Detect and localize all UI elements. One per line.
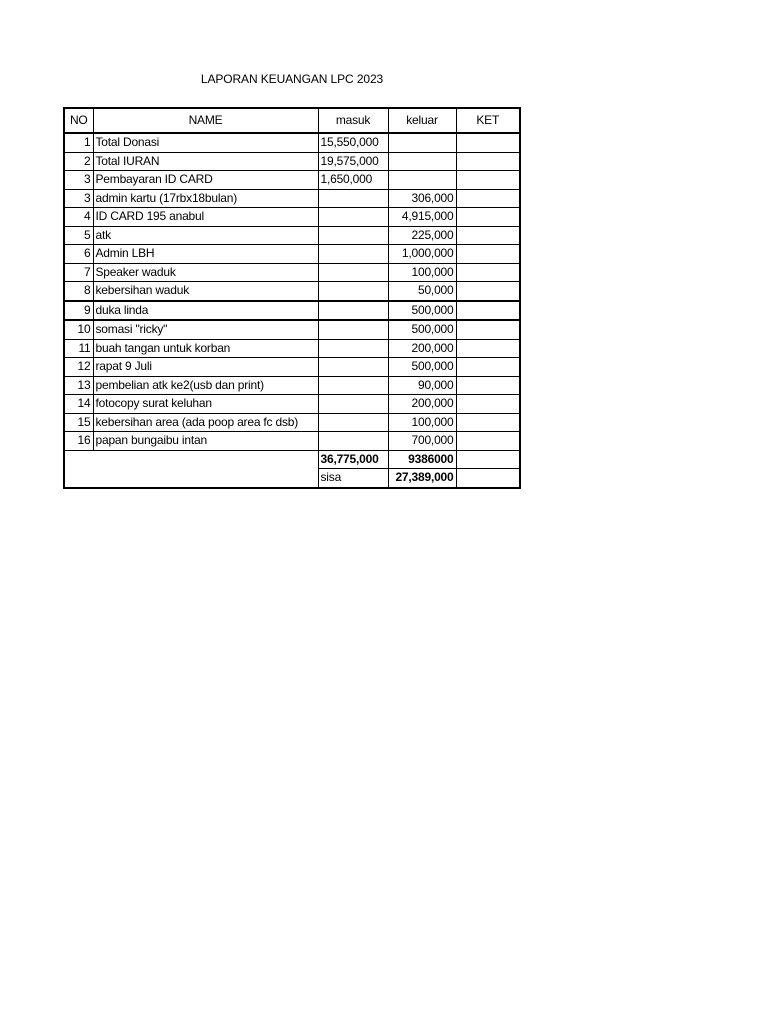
row-keluar-cell: 100,000 [388, 413, 456, 432]
row-ket-cell [456, 432, 520, 451]
header-name: NAME [93, 108, 318, 133]
row-keluar-cell [388, 133, 456, 152]
row-masuk-cell [318, 226, 388, 245]
row-no-cell: 8 [64, 282, 93, 301]
row-keluar-cell: 200,000 [388, 339, 456, 358]
table-row [64, 133, 520, 152]
row-no-cell: 1 [64, 133, 93, 152]
row-name-cell: Speaker waduk [93, 263, 318, 282]
row-name-cell: Total IURAN [93, 152, 318, 171]
table-row [64, 358, 520, 377]
totals-blank-cell [64, 450, 318, 488]
row-masuk-cell [318, 413, 388, 432]
row-keluar-cell: 225,000 [388, 226, 456, 245]
table-row [64, 245, 520, 264]
table-row [64, 376, 520, 395]
row-name-cell: Admin LBH [93, 245, 318, 264]
row-name-cell: duka linda [93, 301, 318, 321]
row-ket-cell [456, 376, 520, 395]
finance-table [63, 107, 521, 489]
row-no-cell: 5 [64, 226, 93, 245]
table-row [64, 432, 520, 451]
row-name-cell: rapat 9 Juli [93, 358, 318, 377]
row-keluar-cell: 500,000 [388, 358, 456, 377]
header-no: NO [64, 108, 93, 133]
table-row [64, 339, 520, 358]
row-masuk-cell [318, 320, 388, 339]
row-ket-cell [456, 395, 520, 414]
header-masuk: masuk [318, 108, 388, 133]
row-no-cell: 12 [64, 358, 93, 377]
row-ket-cell [456, 413, 520, 432]
row-ket-cell [456, 358, 520, 377]
row-keluar-cell: 50,000 [388, 282, 456, 301]
totals-section [64, 450, 520, 488]
masuk-total: 36,775,000 [318, 450, 388, 469]
row-masuk-cell [318, 208, 388, 227]
row-ket-cell [456, 133, 520, 152]
row-masuk-cell: 19,575,000 [318, 152, 388, 171]
table-row [64, 395, 520, 414]
row-ket-cell [456, 339, 520, 358]
row-no-cell: 13 [64, 376, 93, 395]
row-no-cell: 11 [64, 339, 93, 358]
table-row [64, 413, 520, 432]
row-ket-cell [456, 301, 520, 321]
row-no-cell: 3 [64, 171, 93, 190]
row-keluar-cell: 90,000 [388, 376, 456, 395]
row-keluar-cell [388, 171, 456, 190]
table-body [64, 133, 520, 450]
sisa-ket [456, 469, 520, 488]
row-no-cell: 6 [64, 245, 93, 264]
row-keluar-cell: 4,915,000 [388, 208, 456, 227]
row-no-cell: 2 [64, 152, 93, 171]
row-masuk-cell [318, 358, 388, 377]
row-name-cell: pembelian atk ke2(usb dan print) [93, 376, 318, 395]
row-name-cell: atk [93, 226, 318, 245]
row-no-cell: 14 [64, 395, 93, 414]
row-name-cell: fotocopy surat keluhan [93, 395, 318, 414]
row-no-cell: 15 [64, 413, 93, 432]
row-ket-cell [456, 245, 520, 264]
row-no-cell: 3 [64, 189, 93, 208]
table-row [64, 263, 520, 282]
row-masuk-cell [318, 339, 388, 358]
row-masuk-cell [318, 245, 388, 264]
sisa-label: sisa [318, 469, 388, 488]
row-name-cell: papan bungaibu intan [93, 432, 318, 451]
row-ket-cell [456, 226, 520, 245]
row-masuk-cell [318, 301, 388, 321]
table-row [64, 301, 520, 321]
row-ket-cell [456, 152, 520, 171]
row-ket-cell [456, 171, 520, 190]
report-title: LAPORAN KEUANGAN LPC 2023 [200, 72, 384, 86]
row-no-cell: 16 [64, 432, 93, 451]
row-masuk-cell: 1,650,000 [318, 171, 388, 190]
keluar-total: 9386000 [388, 450, 456, 469]
row-name-cell: kebersihan area (ada poop area fc dsb) [93, 413, 318, 432]
table-row [64, 189, 520, 208]
sisa-value: 27,389,000 [388, 469, 456, 488]
row-no-cell: 4 [64, 208, 93, 227]
row-masuk-cell [318, 395, 388, 414]
row-no-cell: 9 [64, 301, 93, 321]
row-name-cell: Total Donasi [93, 133, 318, 152]
totals-row [64, 450, 520, 469]
row-ket-cell [456, 189, 520, 208]
row-ket-cell [456, 320, 520, 339]
row-keluar-cell: 200,000 [388, 395, 456, 414]
row-masuk-cell [318, 263, 388, 282]
row-name-cell: somasi "ricky" [93, 320, 318, 339]
table-row [64, 320, 520, 339]
row-name-cell: kebersihan waduk [93, 282, 318, 301]
row-masuk-cell [318, 282, 388, 301]
row-masuk-cell [318, 432, 388, 451]
row-keluar-cell: 500,000 [388, 301, 456, 321]
row-name-cell: Pembayaran ID CARD [93, 171, 318, 190]
row-name-cell: admin kartu (17rbx18bulan) [93, 189, 318, 208]
row-keluar-cell [388, 152, 456, 171]
row-keluar-cell: 700,000 [388, 432, 456, 451]
row-masuk-cell: 15,550,000 [318, 133, 388, 152]
row-masuk-cell [318, 376, 388, 395]
row-ket-cell [456, 208, 520, 227]
row-keluar-cell: 306,000 [388, 189, 456, 208]
header-ket: KET [456, 108, 520, 133]
row-keluar-cell: 500,000 [388, 320, 456, 339]
row-masuk-cell [318, 189, 388, 208]
table-header-row [64, 108, 520, 133]
table-row [64, 226, 520, 245]
row-name-cell: buah tangan untuk korban [93, 339, 318, 358]
row-ket-cell [456, 263, 520, 282]
table-row [64, 208, 520, 227]
row-no-cell: 10 [64, 320, 93, 339]
table-row [64, 152, 520, 171]
table-row [64, 282, 520, 301]
row-keluar-cell: 1,000,000 [388, 245, 456, 264]
table-row [64, 171, 520, 190]
header-keluar: keluar [388, 108, 456, 133]
ket-total [456, 450, 520, 469]
row-name-cell: ID CARD 195 anabul [93, 208, 318, 227]
row-no-cell: 7 [64, 263, 93, 282]
row-keluar-cell: 100,000 [388, 263, 456, 282]
row-ket-cell [456, 282, 520, 301]
